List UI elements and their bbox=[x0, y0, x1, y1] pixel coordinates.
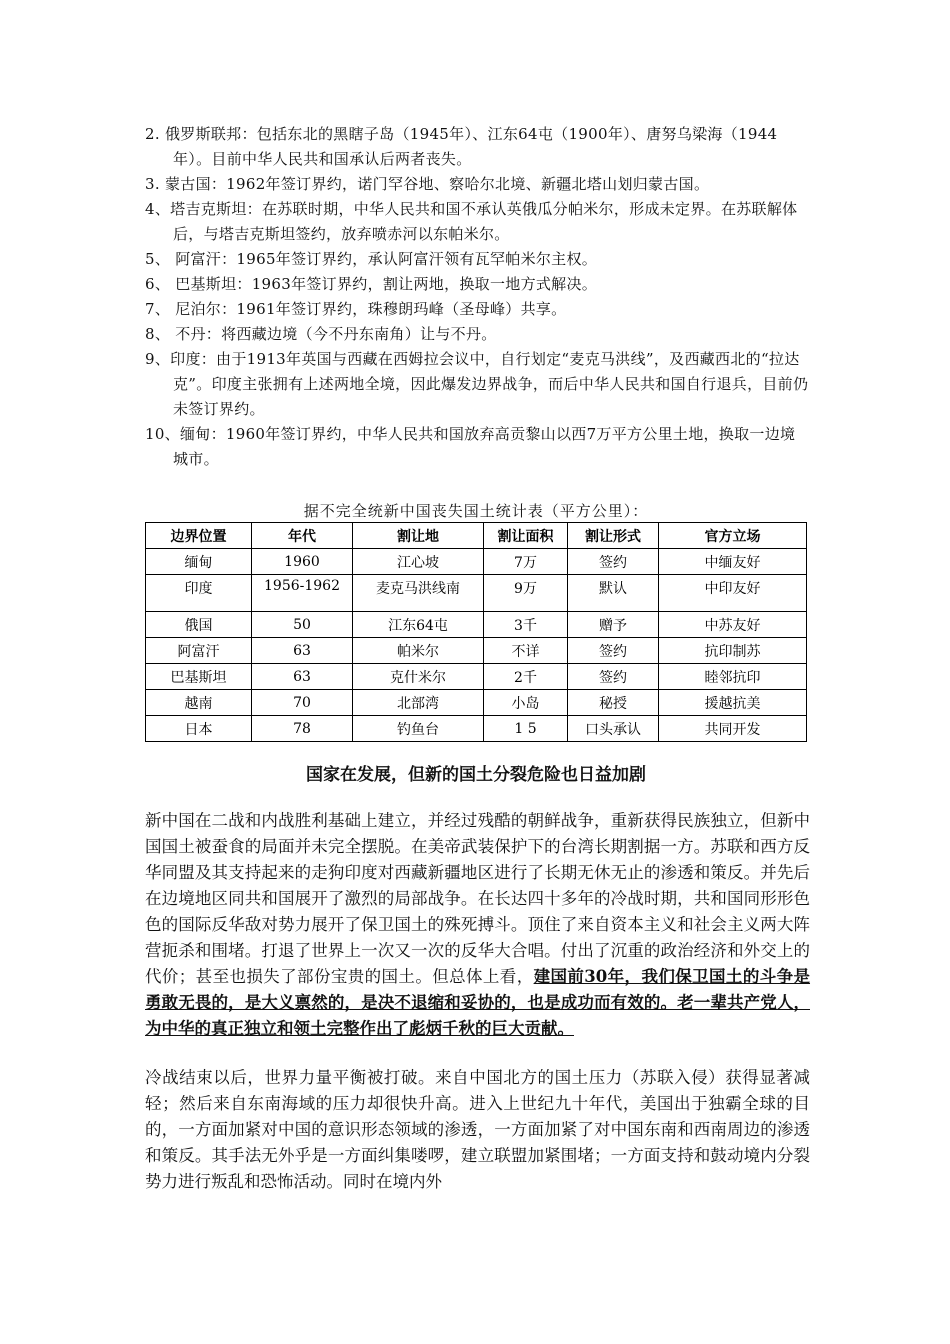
table-cell: 江心坡 bbox=[353, 549, 484, 575]
table-row bbox=[146, 549, 807, 575]
table-cell: 援越抗美 bbox=[659, 690, 807, 716]
table-cell: 口头承认 bbox=[568, 716, 659, 742]
table-cell: 睦邻抗印 bbox=[659, 664, 807, 690]
table-cell: 1960 bbox=[252, 549, 353, 575]
emphasized-text: 建国前30年，我们保卫国土的斗争是勇敢无畏的，是大义禀然的，是决不退缩和妥协的，也是成功而有效的。老一辈共产党人，为中华的真正独立和领土完整作出了彪炳千秋的巨大贡献。 bbox=[145, 967, 811, 1038]
table-cell: 中苏友好 bbox=[659, 612, 807, 638]
table-cell: 小岛 bbox=[484, 690, 568, 716]
table-cell: 越南 bbox=[146, 690, 252, 716]
table-cell: 63 bbox=[252, 664, 353, 690]
territory-loss-table bbox=[145, 522, 807, 742]
table-cell: 签约 bbox=[568, 638, 659, 664]
table-row bbox=[146, 664, 807, 690]
border-list bbox=[145, 122, 810, 472]
table-cell: 1956-1962 bbox=[252, 575, 353, 612]
table-cell: 抗印制苏 bbox=[659, 638, 807, 664]
table-cell: 帕米尔 bbox=[353, 638, 484, 664]
table-cell: 中印友好 bbox=[659, 575, 807, 612]
paragraph: 冷战结束以后，世界力量平衡被打破。来自中国北方的国土压力（苏联入侵）获得显著减轻；然后来自东南海域的压力却很快升高。进入上世纪九十年代，美国出于独霸全球的目的，一方面加紧对中国的意识形态领域的渗透，一方面加紧了对中国东南和西南周边的渗透和策反。其手法无外乎是一方面纠集喽啰，建立联盟加紧围堵；一方面支持和鼓动境内分裂势力进行叛乱和恐怖活动。同时在境内外 bbox=[145, 1068, 810, 1191]
table-cell: 秘授 bbox=[568, 690, 659, 716]
list-item: 6、 巴基斯坦：1963年签订界约，割让两地，换取一地方式解决。 bbox=[145, 275, 598, 293]
table-title: 据不完全统新中国丧失国土统计表（平方公里）： bbox=[303, 502, 649, 520]
table-cell: 2千 bbox=[484, 664, 568, 690]
list-item: 7、 尼泊尔：1961年签订界约，珠穆朗玛峰（圣母峰）共享。 bbox=[145, 300, 567, 318]
paragraph bbox=[145, 808, 810, 1042]
table-cell: 俄国 bbox=[146, 612, 252, 638]
table-cell: 1 5 bbox=[484, 716, 568, 742]
table-cell: 麦克马洪线南 bbox=[353, 575, 484, 612]
table-cell: 中缅友好 bbox=[659, 549, 807, 575]
column-header: 年代 bbox=[252, 523, 353, 549]
table-cell: 赠予 bbox=[568, 612, 659, 638]
table-cell: 9万 bbox=[484, 575, 568, 612]
table-cell: 50 bbox=[252, 612, 353, 638]
section-title: 国家在发展，但新的国土分裂危险也日益加剧 bbox=[306, 765, 646, 785]
column-header: 割让地 bbox=[353, 523, 484, 549]
table-cell: 7万 bbox=[484, 549, 568, 575]
column-header: 官方立场 bbox=[659, 523, 807, 549]
list-item: 8、 不丹：将西藏边境（今不丹东南角）让与不丹。 bbox=[145, 325, 497, 343]
table-cell: 默认 bbox=[568, 575, 659, 612]
table-cell: 签约 bbox=[568, 549, 659, 575]
table-cell: 不详 bbox=[484, 638, 568, 664]
list-item: 2. 俄罗斯联邦：包括东北的黑瞎子岛（1945年）、江东64屯（1900年）、唐努乌梁海（1944年）。目前中华人民共和国承认后两者丧失。 bbox=[145, 125, 778, 168]
table-cell: 签约 bbox=[568, 664, 659, 690]
table-cell: 70 bbox=[252, 690, 353, 716]
paragraph-text: 新中国在二战和内战胜利基础上建立，并经过残酷的朝鲜战争，重新获得民族独立，但新中国国土被蚕食的局面并未完全摆脱。在美帝武装保护下的台湾长期割据一方。苏联和西方反华同盟及其支持起来的走狗印度对西藏新疆地区进行了长期无休无止的渗透和策反。并先后在边境地区同共和国展开了激烈的局部战争。在长达四十多年的冷战时期，共和国同形形色色的国际反华敌对势力展开了保卫国土的殊死搏斗。顶住了来自资本主义和社会主义两大阵营扼杀和围堵。打退了世界上一次又一次的反华大合唱。付出了沉重的政治经济和外交上的代价；甚至也损失了部份宝贵的国土。但总体上看， bbox=[145, 811, 810, 986]
table-cell: 3千 bbox=[484, 612, 568, 638]
table-cell: 缅甸 bbox=[146, 549, 252, 575]
table-row bbox=[146, 575, 807, 612]
table-cell: 日本 bbox=[146, 716, 252, 742]
table-cell: 78 bbox=[252, 716, 353, 742]
table-row bbox=[146, 638, 807, 664]
table-row bbox=[146, 690, 807, 716]
table-row bbox=[146, 612, 807, 638]
table-cell: 共同开发 bbox=[659, 716, 807, 742]
table-cell: 克什米尔 bbox=[353, 664, 484, 690]
column-header: 割让形式 bbox=[568, 523, 659, 549]
column-header: 边界位置 bbox=[146, 523, 252, 549]
table-cell: 巴基斯坦 bbox=[146, 664, 252, 690]
table-row bbox=[146, 716, 807, 742]
table-cell: 阿富汗 bbox=[146, 638, 252, 664]
column-header: 割让面积 bbox=[484, 523, 568, 549]
table-cell: 北部湾 bbox=[353, 690, 484, 716]
table-cell: 钓鱼台 bbox=[353, 716, 484, 742]
list-item: 10、缅甸：1960年签订界约，中华人民共和国放弃高贡黎山以西7万平方公里土地，换取一边境城市。 bbox=[145, 425, 796, 468]
list-item: 9、印度：由于1913年英国与西藏在西姆拉会议中，自行划定“麦克马洪线”，及西藏西北的“拉达克”。印度主张拥有上述两地全境，因此爆发边界战争，而后中华人民共和国自行退兵，目前仍未签订界约。 bbox=[145, 350, 809, 418]
list-item: 5、 阿富汗：1965年签订界约，承认阿富汗领有瓦罕帕米尔主权。 bbox=[145, 250, 598, 268]
table-cell: 63 bbox=[252, 638, 353, 664]
table-cell: 江东64屯 bbox=[353, 612, 484, 638]
table-header-row bbox=[146, 523, 807, 549]
list-item: 3. 蒙古国：1962年签订界约，诺门罕谷地、察哈尔北境、新疆北塔山划归蒙古国。 bbox=[145, 175, 710, 193]
table-cell: 印度 bbox=[146, 575, 252, 612]
list-item: 4、塔吉克斯坦：在苏联时期，中华人民共和国不承认英俄瓜分帕米尔，形成未定界。在苏联解体后，与塔吉克斯坦签约，放弃喷赤河以东帕米尔。 bbox=[145, 200, 798, 243]
